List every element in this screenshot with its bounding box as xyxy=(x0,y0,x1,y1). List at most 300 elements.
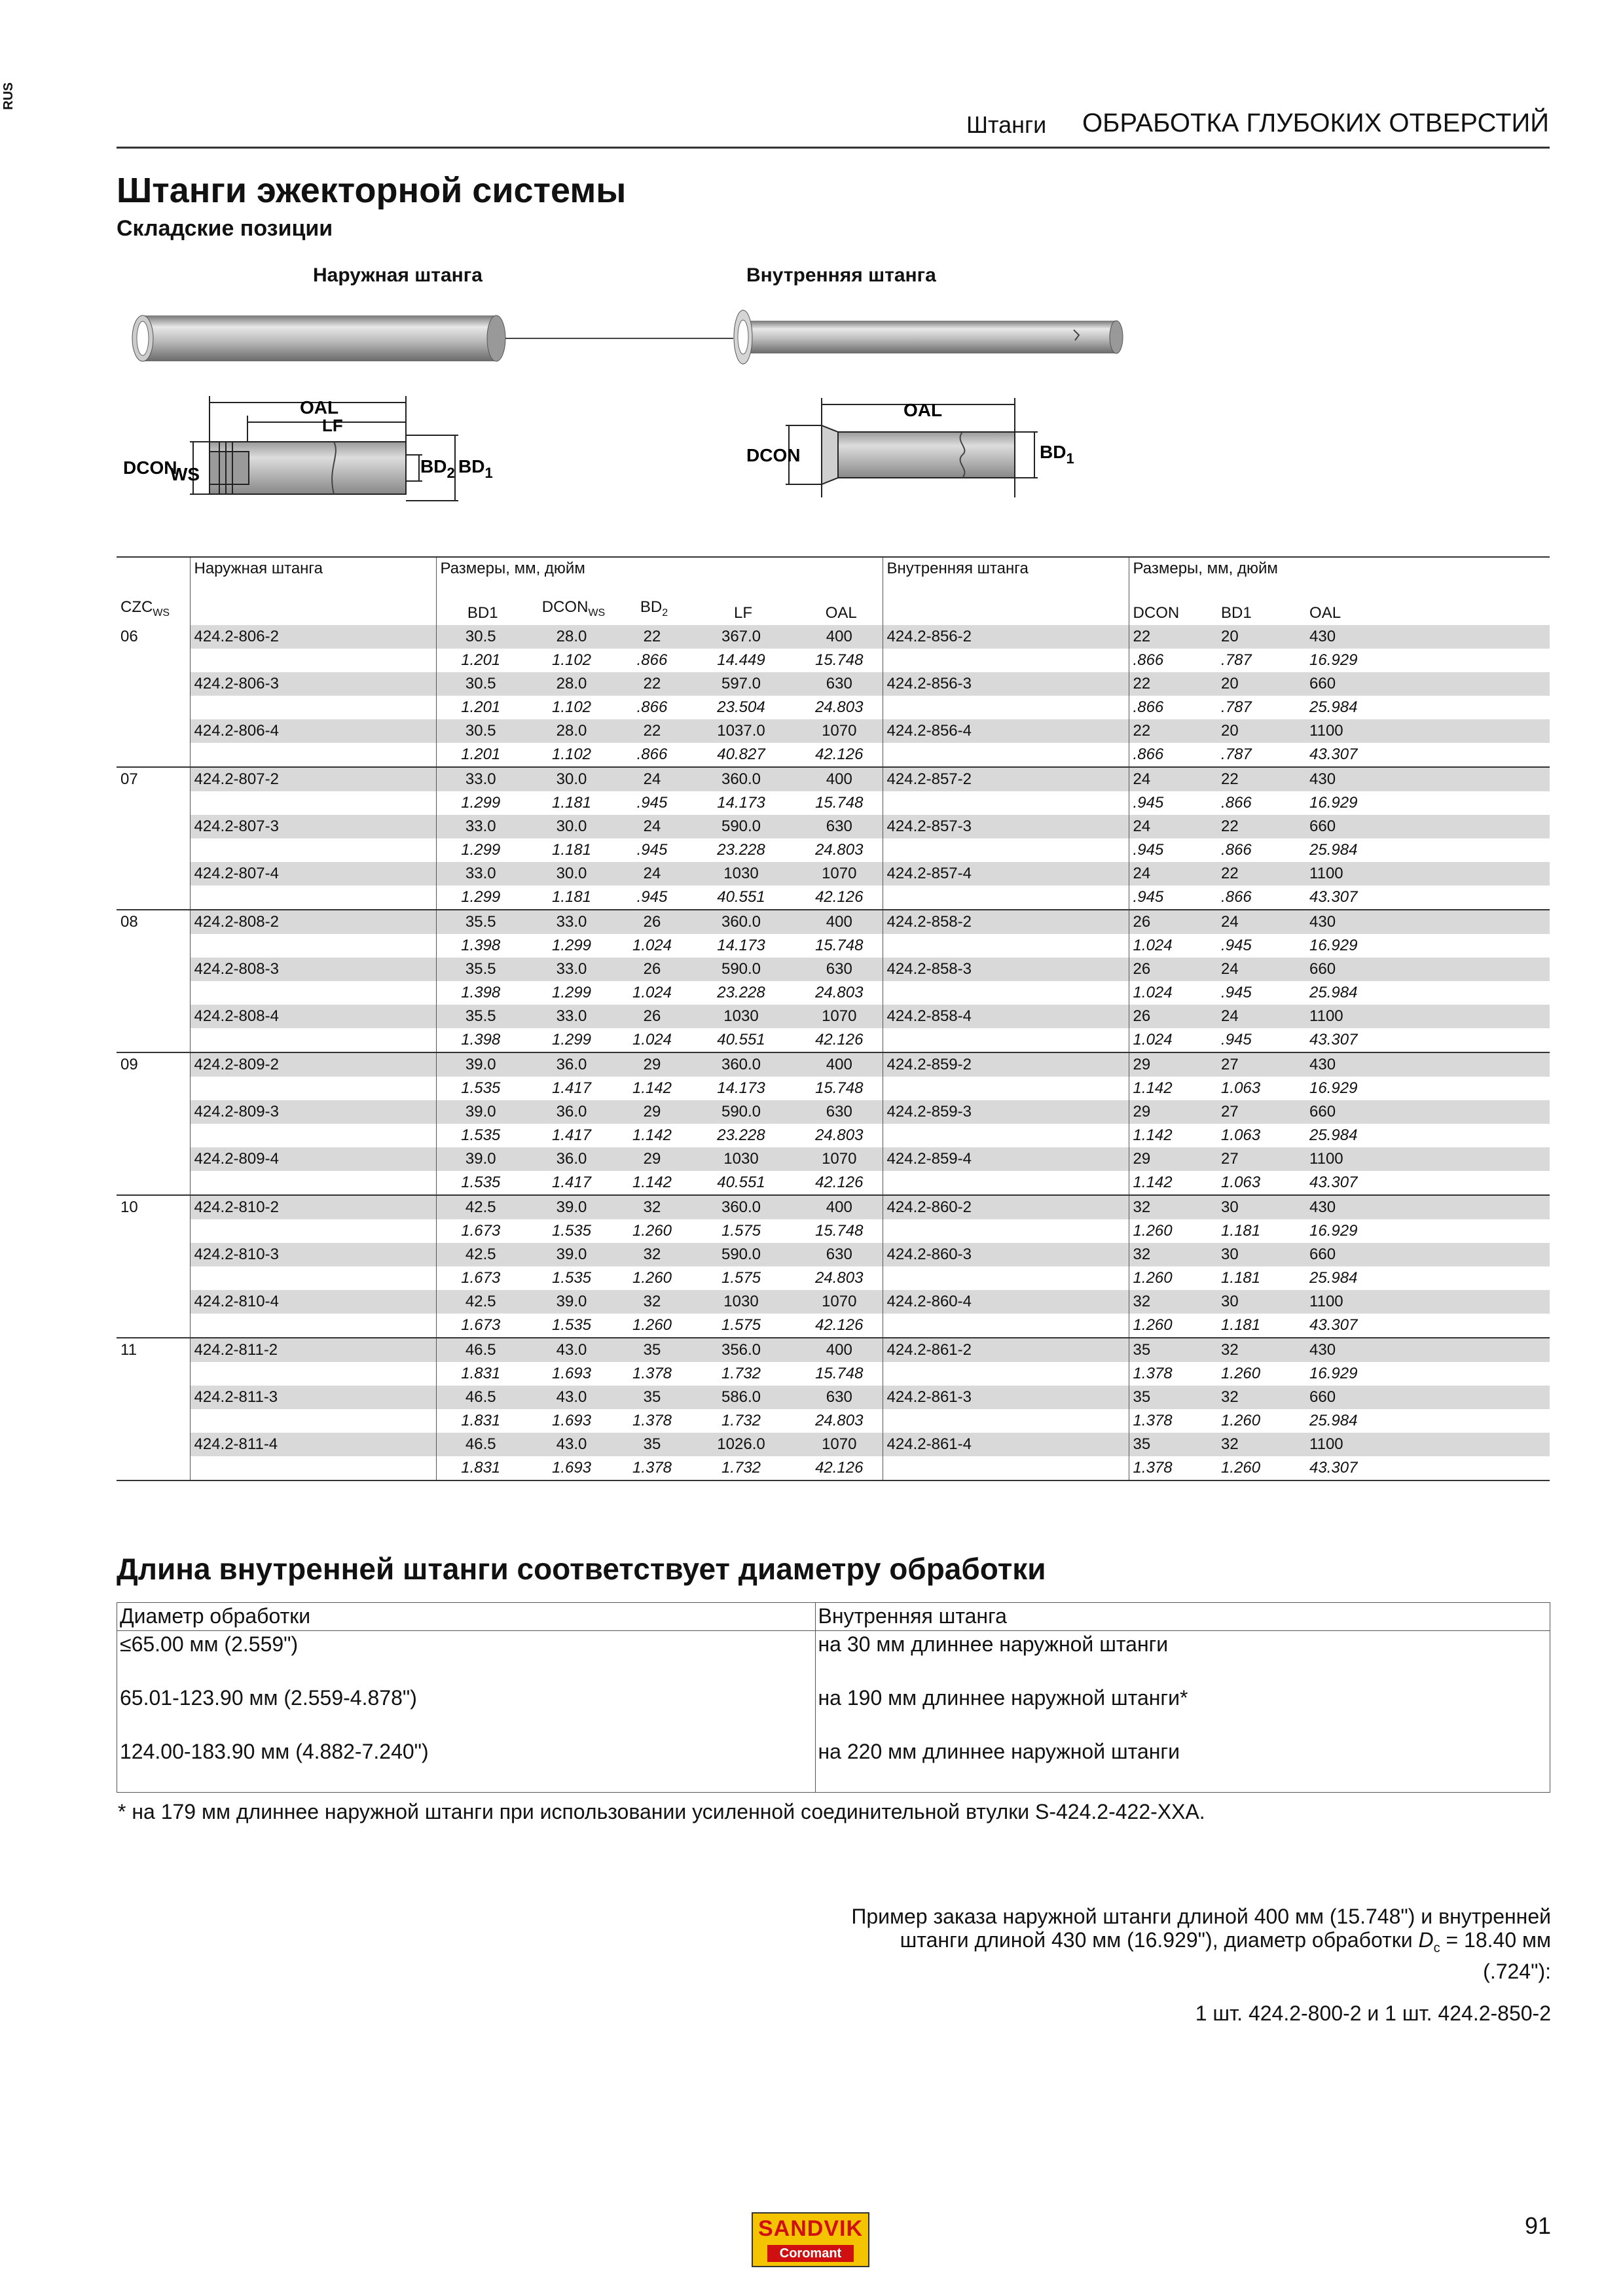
inch-dcon-cell: 1.693 xyxy=(551,1411,592,1429)
inch-bd1-cell: 1.299 xyxy=(436,791,525,815)
th-dims2: Размеры, мм, дюйм xyxy=(1129,557,1550,596)
inch-lf-cell: 14.173 xyxy=(717,936,765,954)
inner-blank xyxy=(883,1077,1129,1100)
mm-oal-cell: 400 xyxy=(796,1052,883,1077)
czc-cell: 09 xyxy=(117,1052,190,1077)
inch-bd1-cell: 1.398 xyxy=(436,981,525,1005)
table-row-inch xyxy=(117,649,1550,672)
mm-dcon-cell: 43.0 xyxy=(525,1338,618,1362)
inner-inch-bd1-cell: .945 xyxy=(1221,983,1252,1001)
inner-blank xyxy=(883,1266,1129,1290)
inch-oal-cell: 24.803 xyxy=(815,698,864,716)
inner-inch-dcon-cell: 1.260 xyxy=(1129,1219,1217,1243)
mm-bd2-cell: 22 xyxy=(618,625,686,649)
inch-bd2-cell: 1.024 xyxy=(632,936,672,954)
inner-mm-oal-cell: 1100 xyxy=(1305,1005,1550,1028)
czc-blank xyxy=(117,791,190,815)
outer-code-cell: 424.2-807-3 xyxy=(190,815,436,838)
table-row-inch xyxy=(117,1456,1550,1480)
inner-inch-bd1-cell: 1.063 xyxy=(1221,1126,1261,1144)
mm-bd2-cell: 29 xyxy=(618,1052,686,1077)
inner-code-cell: 424.2-861-3 xyxy=(883,1386,1129,1409)
mm-dcon-cell: 33.0 xyxy=(525,958,618,981)
czc-cell: 06 xyxy=(117,625,190,649)
dim-bd2-outer: $BD_2$ xyxy=(420,456,455,481)
inch-oal-cell: 42.126 xyxy=(815,745,864,763)
outer-code-cell: 424.2-810-3 xyxy=(190,1243,436,1266)
czc-blank xyxy=(117,1456,190,1480)
mm-dcon-cell: 36.0 xyxy=(525,1147,618,1171)
mm-bd2-cell: 32 xyxy=(618,1243,686,1266)
mm-dcon-cell: 33.0 xyxy=(525,1005,618,1028)
inch-lf-cell: 1.575 xyxy=(721,1316,761,1334)
inner-code-cell: 424.2-858-3 xyxy=(883,958,1129,981)
czc-cell xyxy=(117,862,190,886)
header-section: Штанги xyxy=(966,111,1047,138)
inch-lf-cell: 23.228 xyxy=(717,983,765,1001)
inch-bd2-cell: 1.378 xyxy=(632,1364,672,1382)
mm-bd1-cell: 33.0 xyxy=(436,862,525,886)
inner-blank xyxy=(883,649,1129,672)
dim-dcon-outer: DCON xyxy=(123,457,177,478)
mm-oal-cell: 630 xyxy=(796,1386,883,1409)
inner-mm-oal-cell: 660 xyxy=(1305,1243,1550,1266)
inner-mm-bd1-cell: 30 xyxy=(1217,1290,1305,1314)
czc-blank xyxy=(117,1409,190,1433)
inner-mm-dcon-cell: 26 xyxy=(1129,1005,1217,1028)
outer-code-cell: 424.2-807-4 xyxy=(190,862,436,886)
mm-bd2-cell: 35 xyxy=(618,1338,686,1362)
inner-mm-bd1-cell: 24 xyxy=(1217,1005,1305,1028)
table-row-inch xyxy=(117,791,1550,815)
inner-code-cell: 424.2-859-4 xyxy=(883,1147,1129,1171)
czc-cell xyxy=(117,1386,190,1409)
inner-inch-oal-cell: 25.984 xyxy=(1309,983,1358,1001)
outer-blank xyxy=(190,886,436,910)
outer-code-cell: 424.2-808-2 xyxy=(190,910,436,934)
inner-inch-bd1-cell: 1.181 xyxy=(1221,1268,1261,1287)
czc-cell xyxy=(117,672,190,696)
page-number: 91 xyxy=(1524,2212,1551,2239)
inch-bd1-cell: 1.673 xyxy=(436,1314,525,1338)
mm-bd1-cell: 46.5 xyxy=(436,1338,525,1362)
th-outer: Наружная штанга xyxy=(190,557,436,596)
inch-lf-cell: 23.228 xyxy=(717,840,765,859)
inner-code-cell: 424.2-861-2 xyxy=(883,1338,1129,1362)
mm-lf-cell: 597.0 xyxy=(686,672,796,696)
th-i-bd1: BD1 xyxy=(1221,603,1252,622)
table-row-mm xyxy=(117,815,1550,838)
inch-bd1-cell: 1.535 xyxy=(436,1077,525,1100)
inch-oal-cell: 15.748 xyxy=(815,1364,864,1382)
mm-bd1-cell: 42.5 xyxy=(436,1195,525,1219)
czc-blank xyxy=(117,1124,190,1147)
mm-lf-cell: 590.0 xyxy=(686,815,796,838)
mm-lf-cell: 1030 xyxy=(686,1290,796,1314)
inner-blank xyxy=(883,791,1129,815)
outer-blank xyxy=(190,1362,436,1386)
outer-blank xyxy=(190,1266,436,1290)
inner-blank xyxy=(883,743,1129,767)
czc-blank xyxy=(117,838,190,862)
mm-bd2-cell: 26 xyxy=(618,910,686,934)
inner-code-cell: 424.2-860-2 xyxy=(883,1195,1129,1219)
outer-blank xyxy=(190,1409,436,1433)
inch-oal-cell: 24.803 xyxy=(815,1268,864,1287)
inner-mm-dcon-cell: 29 xyxy=(1129,1052,1217,1077)
inner-code-cell: 424.2-857-3 xyxy=(883,815,1129,838)
mm-lf-cell: 1030 xyxy=(686,1005,796,1028)
czc-cell: 11 xyxy=(117,1338,190,1362)
inner-mm-oal-cell: 660 xyxy=(1305,1100,1550,1124)
inner-inch-bd1-cell: .945 xyxy=(1221,936,1252,954)
inch-dcon-cell: 1.417 xyxy=(551,1126,592,1144)
outer-code-cell: 424.2-806-4 xyxy=(190,719,436,743)
inch-bd1-cell: 1.201 xyxy=(436,743,525,767)
inner-mm-bd1-cell: 32 xyxy=(1217,1433,1305,1456)
outer-blank xyxy=(190,1077,436,1100)
czc-blank xyxy=(117,1077,190,1100)
mm-oal-cell: 1070 xyxy=(796,1005,883,1028)
inner-inch-oal-cell: 16.929 xyxy=(1309,1079,1358,1097)
order-line-1: Пример заказа наружной штанги длиной 400 мм (15.748") и внутренней xyxy=(851,1905,1551,1928)
mm-bd2-cell: 29 xyxy=(618,1100,686,1124)
inner-code-cell: 424.2-858-2 xyxy=(883,910,1129,934)
mm-bd2-cell: 35 xyxy=(618,1386,686,1409)
inner-code-cell: 424.2-856-2 xyxy=(883,625,1129,649)
inch-dcon-cell: 1.299 xyxy=(551,983,592,1001)
outer-code-cell: 424.2-810-2 xyxy=(190,1195,436,1219)
table-row-mm xyxy=(117,1433,1550,1456)
inch-lf-cell: 14.173 xyxy=(717,1079,765,1097)
mm-oal-cell: 400 xyxy=(796,1338,883,1362)
inch-oal-cell: 15.748 xyxy=(815,651,864,669)
mm-dcon-cell: 30.0 xyxy=(525,862,618,886)
inner-inch-oal-cell: 25.984 xyxy=(1309,1126,1358,1144)
lt-row-inner: на 190 мм длиннее наружной штанги* xyxy=(815,1685,1550,1738)
mm-bd1-cell: 30.5 xyxy=(436,719,525,743)
inch-oal-cell: 42.126 xyxy=(796,1456,883,1480)
inner-blank xyxy=(883,1028,1129,1052)
inner-mm-bd1-cell: 20 xyxy=(1217,672,1305,696)
inner-inch-oal-cell: 16.929 xyxy=(1309,793,1358,812)
mm-oal-cell: 1070 xyxy=(796,1290,883,1314)
czc-cell xyxy=(117,1147,190,1171)
inner-mm-oal-cell: 660 xyxy=(1305,958,1550,981)
mm-lf-cell: 360.0 xyxy=(686,910,796,934)
inner-mm-oal-cell: 1100 xyxy=(1305,719,1550,743)
table-row-mm xyxy=(117,625,1550,649)
mm-bd1-cell: 42.5 xyxy=(436,1290,525,1314)
inch-bd1-cell: 1.535 xyxy=(436,1171,525,1195)
inner-mm-dcon-cell: 24 xyxy=(1129,862,1217,886)
footnote: * на 179 мм длиннее наружной штанги при использовании усиленной соединительной втулки S-424.2-422-XXA. xyxy=(118,1800,1205,1823)
outer-code-cell: 424.2-806-3 xyxy=(190,672,436,696)
mm-oal-cell: 630 xyxy=(796,1243,883,1266)
czc-cell xyxy=(117,1433,190,1456)
inch-bd1-cell: 1.831 xyxy=(436,1362,525,1386)
inner-inch-bd1-cell: .866 xyxy=(1221,840,1252,859)
inner-inch-bd1-cell: .787 xyxy=(1221,651,1252,669)
lt-head-diameter: Диаметр обработки xyxy=(117,1603,816,1631)
inch-bd2-cell: 1.142 xyxy=(632,1126,672,1144)
table-row-inch xyxy=(117,934,1550,958)
inner-blank xyxy=(883,934,1129,958)
order-example xyxy=(700,1905,1551,1983)
mm-bd1-cell: 35.5 xyxy=(436,1005,525,1028)
inner-mm-bd1-cell: 24 xyxy=(1217,910,1305,934)
inch-oal-cell: 42.126 xyxy=(815,1030,864,1049)
table-row-inch xyxy=(117,1219,1550,1243)
czc-blank xyxy=(117,1314,190,1338)
table-row-mm xyxy=(117,767,1550,791)
inner-inch-dcon-cell: .945 xyxy=(1129,838,1217,862)
inner-blank xyxy=(883,1362,1129,1386)
inch-bd1-cell: 1.398 xyxy=(436,934,525,958)
inner-mm-bd1-cell: 32 xyxy=(1217,1386,1305,1409)
inner-inch-bd1-cell: .866 xyxy=(1221,793,1252,812)
lt-row-inner: на 220 мм длиннее наружной штанги xyxy=(815,1738,1550,1793)
th-dcon: $DCON_{WS}$ xyxy=(541,598,606,619)
inner-mm-oal-cell: 430 xyxy=(1305,625,1550,649)
inner-inch-oal-cell: 43.307 xyxy=(1305,1456,1550,1480)
order-line-2: штанги длиной 430 мм (16.929"), диаметр обработки $D_c = 18.40$ мм xyxy=(900,1928,1551,1956)
inner-mm-oal-cell: 430 xyxy=(1305,1052,1550,1077)
table-row-mm xyxy=(117,1100,1550,1124)
inch-dcon-cell: 1.102 xyxy=(551,698,592,716)
mm-oal-cell: 1070 xyxy=(796,719,883,743)
inner-code-cell: 424.2-857-4 xyxy=(883,862,1129,886)
inch-bd1-cell: 1.831 xyxy=(436,1409,525,1433)
table-row-mm xyxy=(117,1290,1550,1314)
inner-code-cell: 424.2-860-3 xyxy=(883,1243,1129,1266)
table-row-mm xyxy=(117,1147,1550,1171)
inch-oal-cell: 15.748 xyxy=(815,936,864,954)
inner-mm-oal-cell: 1100 xyxy=(1305,1290,1550,1314)
outer-code-cell: 424.2-809-2 xyxy=(190,1052,436,1077)
table-row-inch xyxy=(117,1362,1550,1386)
inch-bd2-cell: .945 xyxy=(636,840,668,859)
mm-lf-cell: 1030 xyxy=(686,1147,796,1171)
inner-inch-bd1-cell: 1.181 xyxy=(1221,1316,1261,1334)
inch-lf-cell: 23.228 xyxy=(717,1126,765,1144)
inner-blank xyxy=(883,1314,1129,1338)
table-row-inch xyxy=(117,696,1550,719)
inner-inch-dcon-cell: 1.260 xyxy=(1129,1266,1217,1290)
mm-bd2-cell: 26 xyxy=(618,1005,686,1028)
inner-blank xyxy=(883,886,1129,910)
table-row-mm xyxy=(117,719,1550,743)
mm-lf-cell: 360.0 xyxy=(686,767,796,791)
inner-mm-bd1-cell: 32 xyxy=(1217,1338,1305,1362)
inner-mm-dcon-cell: 24 xyxy=(1129,815,1217,838)
inner-mm-dcon-cell: 35 xyxy=(1129,1386,1217,1409)
inner-inch-dcon-cell: 1.260 xyxy=(1129,1314,1217,1338)
inch-bd2-cell: 1.378 xyxy=(618,1456,686,1480)
th-bd2: $BD_2$ xyxy=(640,598,668,619)
inner-bar-label: Внутренняя штанга xyxy=(746,264,936,286)
inch-bd2-cell: 1.378 xyxy=(632,1411,672,1429)
mm-bd1-cell: 35.5 xyxy=(436,958,525,981)
lt-row-diameter: 124.00-183.90 мм (4.882-7.240") xyxy=(117,1738,816,1793)
inch-lf-cell: 14.173 xyxy=(717,793,765,812)
inch-oal-cell: 24.803 xyxy=(815,1126,864,1144)
th-lf: LF xyxy=(733,603,752,622)
inch-dcon-cell: 1.181 xyxy=(551,840,592,859)
czc-blank xyxy=(117,981,190,1005)
inner-inch-bd1-cell: .945 xyxy=(1221,1030,1252,1049)
mm-dcon-cell: 39.0 xyxy=(525,1290,618,1314)
outer-blank xyxy=(190,1124,436,1147)
inch-oal-cell: 15.748 xyxy=(815,1079,864,1097)
header-rule xyxy=(117,147,1550,149)
th-i-dcon: DCON xyxy=(1129,596,1217,625)
outer-blank xyxy=(190,981,436,1005)
inch-dcon-cell: 1.693 xyxy=(551,1364,592,1382)
inch-dcon-cell: 1.535 xyxy=(551,1316,592,1334)
czc-cell xyxy=(117,719,190,743)
mm-dcon-cell: 33.0 xyxy=(525,910,618,934)
outer-code-cell: 424.2-809-4 xyxy=(190,1147,436,1171)
inner-mm-bd1-cell: 22 xyxy=(1217,815,1305,838)
mm-lf-cell: 590.0 xyxy=(686,1100,796,1124)
inner-inch-dcon-cell: 1.378 xyxy=(1129,1362,1217,1386)
inch-bd2-cell: .866 xyxy=(636,651,668,669)
inner-mm-bd1-cell: 24 xyxy=(1217,958,1305,981)
mm-oal-cell: 400 xyxy=(796,625,883,649)
mm-lf-cell: 1026.0 xyxy=(686,1433,796,1456)
outer-code-cell: 424.2-811-2 xyxy=(190,1338,436,1362)
inner-mm-oal-cell: 1100 xyxy=(1305,1147,1550,1171)
mm-bd1-cell: 33.0 xyxy=(436,767,525,791)
mm-lf-cell: 590.0 xyxy=(686,1243,796,1266)
inch-oal-cell: 24.803 xyxy=(815,983,864,1001)
inner-code-cell: 424.2-858-4 xyxy=(883,1005,1129,1028)
inner-code-cell: 424.2-860-4 xyxy=(883,1290,1129,1314)
mm-dcon-cell: 30.0 xyxy=(525,767,618,791)
inner-mm-dcon-cell: 26 xyxy=(1129,910,1217,934)
inner-mm-bd1-cell: 20 xyxy=(1217,719,1305,743)
inner-inch-oal-cell: 43.307 xyxy=(1309,745,1358,763)
dim-bd1-outer: $BD_1$ xyxy=(458,456,493,481)
inner-inch-bd1-cell: .866 xyxy=(1221,888,1252,906)
bars-illustration xyxy=(123,301,1152,524)
inner-mm-dcon-cell: 22 xyxy=(1129,625,1217,649)
inch-lf-cell: 1.575 xyxy=(721,1268,761,1287)
mm-oal-cell: 630 xyxy=(796,1100,883,1124)
mm-bd2-cell: 24 xyxy=(618,767,686,791)
inch-bd2-cell: 1.260 xyxy=(632,1316,672,1334)
czc-cell xyxy=(117,958,190,981)
bars-table xyxy=(117,556,1550,1481)
czc-cell: 10 xyxy=(117,1195,190,1219)
table-row-inch xyxy=(117,1266,1550,1290)
inner-code-cell: 424.2-861-4 xyxy=(883,1433,1129,1456)
lt-row-diameter: ≤65.00 мм (2.559") xyxy=(117,1631,816,1685)
inner-inch-oal-cell: 16.929 xyxy=(1309,651,1358,669)
inch-dcon-cell: 1.535 xyxy=(551,1268,592,1287)
outer-code-cell: 424.2-808-3 xyxy=(190,958,436,981)
dim-ws-outer: WS xyxy=(170,464,200,484)
inner-bar-3d xyxy=(734,310,1123,364)
dim-lf-outer: LF xyxy=(322,416,343,435)
inner-mm-oal-cell: 430 xyxy=(1305,767,1550,791)
table-row-inch xyxy=(117,743,1550,767)
inner-inch-dcon-cell: .866 xyxy=(1129,743,1217,767)
inch-bd1-cell: 1.673 xyxy=(436,1266,525,1290)
order-line-3: (.724"): xyxy=(1483,1960,1551,1984)
mm-oal-cell: 630 xyxy=(796,958,883,981)
inner-mm-oal-cell: 1100 xyxy=(1305,862,1550,886)
inner-mm-dcon-cell: 35 xyxy=(1129,1433,1217,1456)
outer-code-cell: 424.2-807-2 xyxy=(190,767,436,791)
mm-dcon-cell: 43.0 xyxy=(525,1386,618,1409)
page-title: Штанги эжекторной системы xyxy=(117,171,627,210)
inner-inch-dcon-cell: .945 xyxy=(1129,791,1217,815)
mm-bd2-cell: 32 xyxy=(618,1195,686,1219)
mm-bd2-cell: 24 xyxy=(618,862,686,886)
inch-lf-cell: 1.732 xyxy=(721,1411,761,1429)
inch-bd1-cell: 1.299 xyxy=(436,838,525,862)
dim-oal-inner: OAL xyxy=(903,400,943,420)
inner-code-cell: 424.2-857-2 xyxy=(883,767,1129,791)
inner-mm-dcon-cell: 29 xyxy=(1129,1147,1217,1171)
czc-blank xyxy=(117,1362,190,1386)
inner-blank xyxy=(883,1219,1129,1243)
inner-inch-dcon-cell: 1.142 xyxy=(1129,1077,1217,1100)
inner-blank xyxy=(883,1171,1129,1195)
inner-mm-bd1-cell: 27 xyxy=(1217,1100,1305,1124)
mm-lf-cell: 590.0 xyxy=(686,958,796,981)
czc-blank xyxy=(117,934,190,958)
table-row-mm xyxy=(117,1386,1550,1409)
inner-mm-oal-cell: 660 xyxy=(1305,672,1550,696)
inch-dcon-cell: 1.535 xyxy=(551,1221,592,1240)
inner-blank xyxy=(883,838,1129,862)
inner-inch-dcon-cell: 1.024 xyxy=(1129,934,1217,958)
mm-oal-cell: 1070 xyxy=(796,1433,883,1456)
inch-bd1-cell: 1.831 xyxy=(436,1456,525,1480)
inner-mm-oal-cell: 430 xyxy=(1305,1338,1550,1362)
inch-bd1-cell: 1.201 xyxy=(436,696,525,719)
lt-head-inner: Внутренняя штанга xyxy=(815,1603,1550,1631)
inch-dcon-cell: 1.299 xyxy=(551,936,592,954)
inch-bd2-cell: 1.260 xyxy=(632,1268,672,1287)
inner-inch-oal-cell: 25.984 xyxy=(1309,840,1358,859)
inch-bd2-cell: 1.142 xyxy=(632,1079,672,1097)
mm-dcon-cell: 39.0 xyxy=(525,1243,618,1266)
inch-lf-cell: 23.504 xyxy=(717,698,765,716)
mm-dcon-cell: 28.0 xyxy=(525,625,618,649)
inner-inch-oal-cell: 25.984 xyxy=(1309,698,1358,716)
table-row-inch xyxy=(117,1124,1550,1147)
inner-inch-dcon-cell: 1.024 xyxy=(1129,1028,1217,1052)
inner-mm-oal-cell: 1100 xyxy=(1305,1433,1550,1456)
inner-inch-oal-cell: 43.307 xyxy=(1309,1030,1358,1049)
inner-mm-dcon-cell: 32 xyxy=(1129,1195,1217,1219)
inch-lf-cell: 40.551 xyxy=(717,1173,765,1191)
inner-code-cell: 424.2-856-4 xyxy=(883,719,1129,743)
order-example-codes: 1 шт. 424.2-800-2 и 1 шт. 424.2-850-2 xyxy=(1195,2001,1551,2025)
inch-bd2-cell: 1.024 xyxy=(632,1030,672,1049)
table-row-mm xyxy=(117,1052,1550,1077)
inch-oal-cell: 42.126 xyxy=(815,888,864,906)
inch-oal-cell: 42.126 xyxy=(815,1173,864,1191)
mm-lf-cell: 586.0 xyxy=(686,1386,796,1409)
mm-bd2-cell: 22 xyxy=(618,719,686,743)
mm-dcon-cell: 30.0 xyxy=(525,815,618,838)
outer-blank xyxy=(190,1456,436,1480)
